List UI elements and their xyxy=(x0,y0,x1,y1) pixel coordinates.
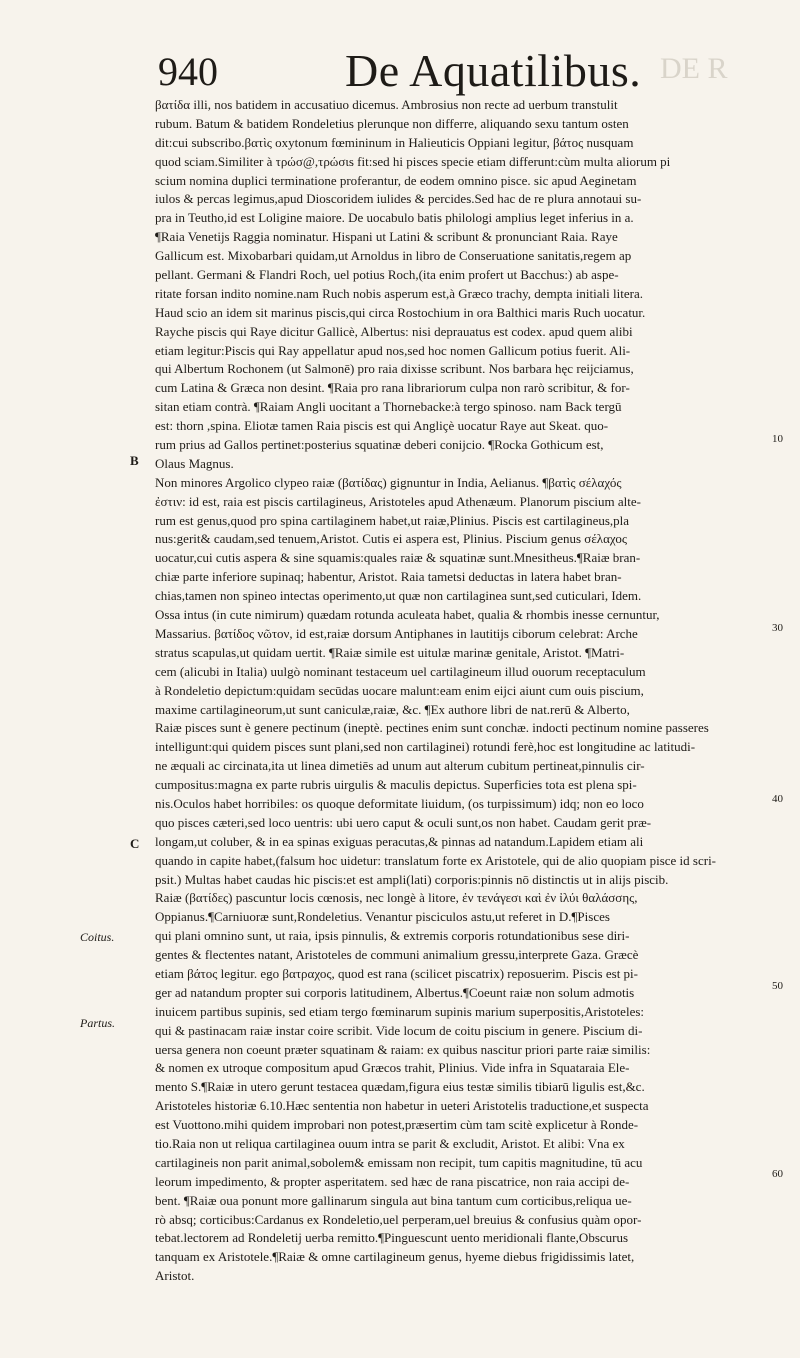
text-line: Raiæ pisces sunt è genere pectinum (ineptè. pectines enim sunt conchæ. indocti pectinum nomine passeres xyxy=(155,720,709,736)
line-number: 60 xyxy=(772,1168,783,1180)
text-line: Non minores Argolico clypeo raiæ (βατίδας) gignuntur in India, Aelianus. ¶βατὶς σέλαχός xyxy=(155,474,622,490)
text-line: pra in Teutho,id est Loligine maiore. De uocabulo batis philologi amplius leget inferius in a. xyxy=(155,210,634,226)
text-line: βατίδα illi, nos batidem in accusatiuo dicemus. Ambrosius non recte ad uerbum transtulit xyxy=(155,97,618,112)
running-title: De Aquatilibus. xyxy=(345,45,642,96)
text-line: bent. ¶Raiæ oua ponunt more gallinarum singula aut bina tantum cum corticibus,reliqua ue- xyxy=(155,1192,632,1208)
text-line: ritate forsan indito nomine.nam Ruch nobis asperum est,à Græco trachy, dempta initiali litera. xyxy=(155,285,643,301)
text-line: leorum impedimento, & propter asperitatem. sed hæc de rana piscatrice, non raia accipi de- xyxy=(155,1173,630,1189)
text-line: Massarius. βατίδος νῶτον, id est,raiæ dorsum Antiphanes in lautitijs ciborum celebrat: Arche xyxy=(155,625,638,641)
margin-note: Partus. xyxy=(80,1016,116,1030)
text-line: ger ad natandum propter sui corporis latitudinem, Albertus.¶Coeunt raiæ non solum admotis xyxy=(155,984,635,1000)
text-line: quando in capite habet,(falsum hoc uidetur: translatum forte ex Aristotele, qui de alio quopiam pisce id scri- xyxy=(155,852,717,868)
text-line: uersa genera non coeunt præter squatinam & raiam: ex quibus nascitur priori parte raiæ similis: xyxy=(155,1041,651,1057)
text-line: rum prius ad Gallos pertinet:posterius squatinæ deberi conijcio. ¶Rocka Gothicum est, xyxy=(155,437,604,453)
text-line: cartilagineis non parit animal,sobolem& emissam non recipit, tum capitis magnitudine, tū acu xyxy=(155,1154,643,1170)
text-line: sitan etiam contrà. ¶Raiam Angli uocitant a Thornebacke:à tergo spinoso. nam Back tergū xyxy=(155,399,622,415)
text-line: Ossa intus (in cute nimirum) quædam rotunda aculeata habet, qualia & rhombis inesse cernuntur, xyxy=(155,607,660,623)
text-line: mento S.¶Raiæ in utero gerunt testacea quædam,figura eius testæ similis tibiarū ligulis est,&c. xyxy=(155,1079,645,1095)
text-line: Aristoteles historiæ 6.10.Hæc sententia non habetur in ueteri Aristotelis traductione,et suspecta xyxy=(155,1098,649,1114)
text-line: Aristot. xyxy=(155,1268,195,1284)
text-line: rubum. Batum & batidem Rondeletius plerunque non differre, aliquando sexu tantum osten xyxy=(155,115,629,131)
line-number: 30 xyxy=(772,622,783,634)
text-line: à Rondeletio depictum:quidam secūdas uocare malunt:eam enim eijci aiunt cum ouis piscium, xyxy=(155,682,644,698)
text-line: tio.Raia non ut reliqua cartilaginea ouum intra se parit & excludit, Aristot. Et alibi: Vna ex xyxy=(155,1135,625,1151)
text-line: stratus scapulas,ut quidam uertit. ¶Raiæ simile est uitulæ marinæ genitale, Aristot. ¶Matri- xyxy=(155,644,625,660)
text-line: intelligunt:qui quidem pisces sunt plani,sed non cartilaginei) rotundi ferè,hoc est longitudine ac latitudi- xyxy=(155,739,696,755)
margin-note: Coitus. xyxy=(80,930,115,944)
text-line: gentes & flectentes natant, Aristoteles de communi animalium gressu,interprete Gaza. Græcè xyxy=(155,947,639,963)
text-line: Rayche piscis qui Raye dicitur Gallicè, Albertus: nisi deprauatus est codex. apud quem alibi xyxy=(155,323,633,339)
text-line: qui Albertum Rochonem (ut Salmonē) pro raia dixisse scribunt. Nos barbara hęc reijciamus, xyxy=(155,361,634,377)
margin-section-letter: B xyxy=(130,453,139,468)
text-line: maxime cartilagineorum,ut sunt caniculæ,raiæ, &c. ¶Ex authore libri de nat.rerū & Alberto, xyxy=(155,701,630,717)
text-line: iulos & percas legimus,apud Dioscoridem iulides & percides.Sed hac de re plura annotaui su- xyxy=(155,191,642,207)
text-line: Haud scio an idem sit marinus piscis,qui circa Rostochium in ora Balthici maris Ruch uocatur. xyxy=(155,304,646,320)
text-line: cumpositus:magna ex parte rubris uirgulis & maculis depictus. Superficies tota est plena spi- xyxy=(155,777,637,793)
text-line: uocatur,cui cutis aspera & sine squamis:quales raiæ & squatinæ sunt.Mnesitheus.¶Raiæ bran- xyxy=(155,550,641,566)
bleed-through-text: DE R xyxy=(660,52,728,85)
text-line: pellant. Germani & Flandri Roch, uel potius Roch,(ita enim profert ut Bacchus:) ab aspe- xyxy=(155,267,619,283)
text-line: psit.) Multas habet caudas hic piscis:et est ampli(lati) corporis:pinnis nō distinctis ut in alijs piscib. xyxy=(155,871,669,887)
line-number: 40 xyxy=(772,793,783,805)
text-line: tanquam ex Aristotele.¶Raiæ & omne cartilagineum genus, hyeme diebus frigidissimis latet, xyxy=(155,1249,635,1265)
text-line: ne æquali ac circinata,ita ut linea dimetiēs ad unum aut alterum cubitum pertineat,pinnulis cir- xyxy=(155,758,645,774)
text-line: qui & pastinacam raiæ instar coire scribit. Vide locum de coitu piscium in genere. Piscium di- xyxy=(155,1022,643,1038)
text-line: quo pisces cæteri,sed loco uentris: ubi uero caput & oculi sunt,os non habet. Caudam gerit præ- xyxy=(155,814,652,830)
text-line: etiam legitur:Piscis qui Ray appellatur apud nos,sed hoc nomen Gallicum potius fuerit. Ali- xyxy=(155,342,631,358)
line-number: 50 xyxy=(772,980,783,992)
text-line: tebat.lectorem ad Rondeletij uerba remitto.¶Pinguescunt uento meridionali flante,Obscurus xyxy=(155,1230,629,1246)
text-line: & nomen ex utroque compositum apud Græcos trahit, Plinius. Vide infra in Squataraia Ele- xyxy=(155,1060,630,1076)
text-line: rum est genus,quod pro spina cartilaginem habet,ut raiæ,Plinius. Piscis est cartilagineus,pla xyxy=(155,512,630,528)
text-line: Oppianus.¶Carniuoræ sunt,Rondeletius. Venantur pisciculos astu,ut referet in D.¶Pisces xyxy=(155,909,610,925)
text-line: etiam βάτος legitur. ego βατραχος, quod est rana (scilicet piscatrix) reposuerim. Piscis est pi- xyxy=(155,965,638,981)
margin-section-letter: C xyxy=(130,836,140,851)
text-line: chiæ parte inferiore supinaq; habentur, Aristot. Raia tametsi deductas in latera habet bran- xyxy=(155,569,622,585)
page-number: 940 xyxy=(158,49,218,94)
line-number: 10 xyxy=(772,433,783,445)
text-line: inuicem partibus supinis, sed etiam tergo fœminarum supinis marium superpositis,Aristoteles: xyxy=(155,1003,645,1019)
text-line: est: thorn ,spina. Eliotæ tamen Raia piscis est qui Angliçè uocatur Raye aut Skeat. quo- xyxy=(155,418,609,434)
text-line: rò absq; corticibus:Cardanus ex Rondeletio,uel perperam,uel breuius & confusius quàm opor- xyxy=(155,1211,642,1227)
text-line: quod sciam.Similiter à τρώσ@,τρώσιs fit:sed hi pisces specie etiam differunt:cùm multa aliorum pi xyxy=(155,153,671,169)
text-line: qui plani omnino sunt, ut raia, ipsis pinnulis, & extremis corporis rotundationibus sese diri- xyxy=(155,928,630,944)
body-text xyxy=(155,96,767,1286)
text-line: cem (alicubi in Italia) uulgò nominant testaceum uel cartilagineum illud ouorum receptaculum xyxy=(155,663,646,679)
text-line: nus:gerit& caudam,sed tenuem,Aristot. Cutis ei aspera est, Plinius. Piscium genus σέλαχος xyxy=(155,531,628,547)
text-line: est Vuottono.mihi quidem improbari non potest,præsertim cùm tam scitè explicetur à Ronde- xyxy=(155,1117,639,1133)
text-line: longam,ut coluber, & in ea spinas exiguas peracutas,& pinnas ad natandum.Lapidem etiam ali xyxy=(155,833,644,849)
text-line: Raiæ (βατίδες) pascuntur locis cœnosis, nec longè à litore, ἐν τενάγεσι καὶ ἐν ἰλύι θαλάσσης, xyxy=(155,890,638,906)
text-line: chias,tamen non spineo intectas operimento,ut quæ non cartilaginea sunt,sed cuticulari, Idem. xyxy=(155,588,642,604)
text-line: ¶Raia Venetijs Raggia nominatur. Hispani ut Latini & scribunt & pronunciant Raia. Raye xyxy=(155,229,618,245)
text-line: cum Latina & Græca non desint. ¶Raia pro rana librariorum culpa non rarò scribitur, & for- xyxy=(155,380,630,396)
text-line: Gallicum est. Mixobarbari quidam,ut Arnoldus in libro de Conseruatione sanitatis,regem ap xyxy=(155,248,632,264)
text-line: Olaus Magnus. xyxy=(155,455,234,471)
text-line: nis.Oculos habet horribiles: os quoque deformitate liuidum, (os turpissimum) idq; non eo loco xyxy=(155,795,644,811)
text-line: dit:cui subscribo.βατὶς oxytonum fœmininum in Halieuticis Oppiani legitur, βάτος nusquam xyxy=(155,134,634,150)
text-line: scium nomina duplici terminatione proferantur, de eodem omnino pisce. sic apud Aeginetam xyxy=(155,172,637,188)
text-line: ἐστιν: id est, raia est piscis cartilagineus, Aristoteles apud Athenæum. Planorum piscium alte- xyxy=(155,493,641,509)
